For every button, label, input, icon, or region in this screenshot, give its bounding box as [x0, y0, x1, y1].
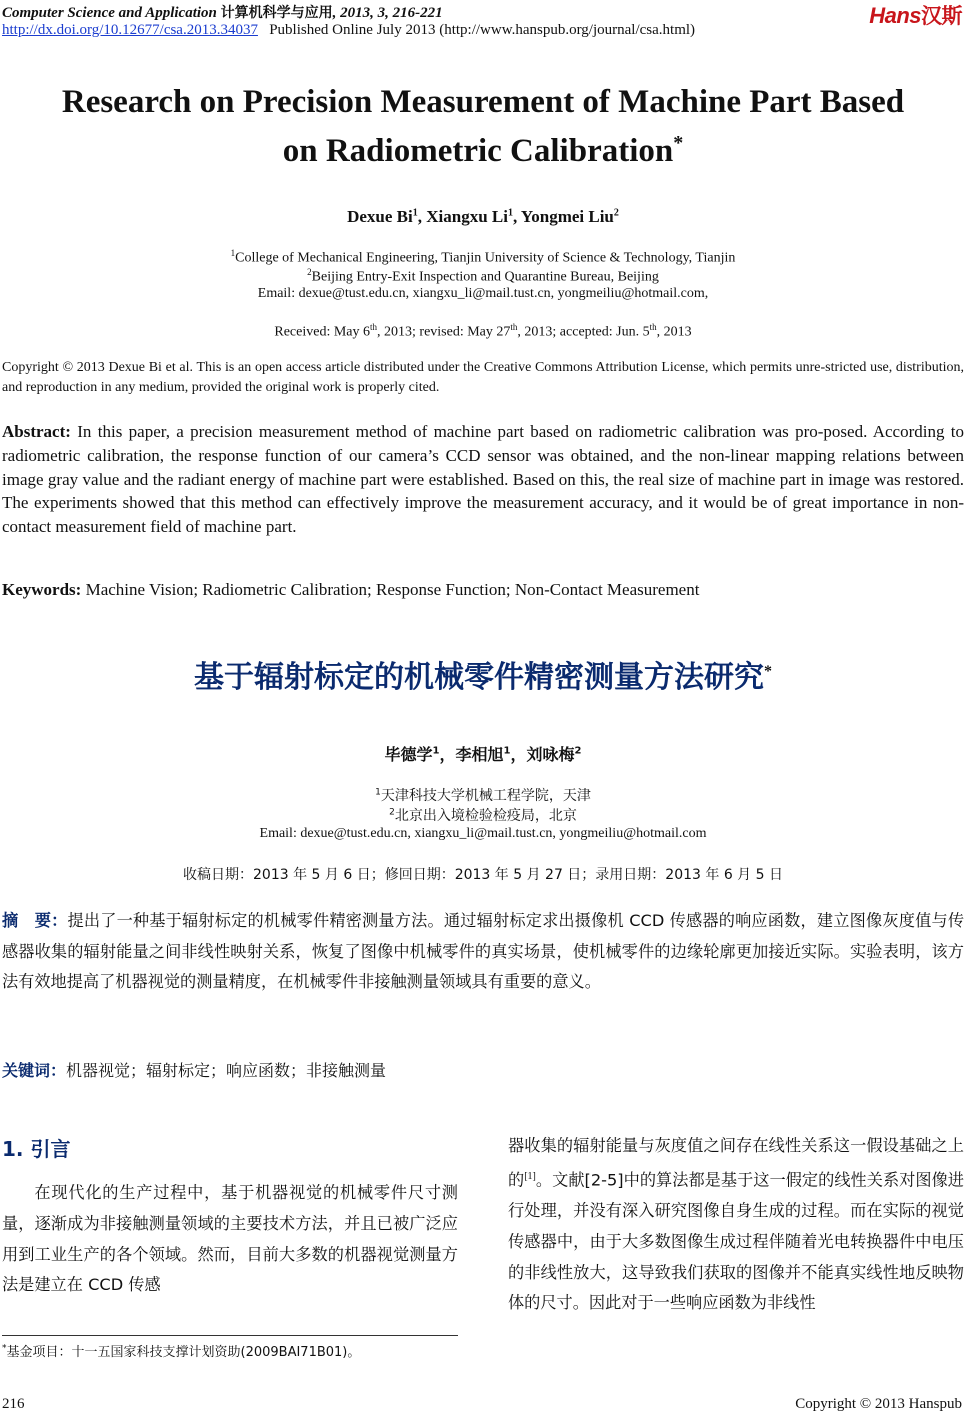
keywords-cn-text: 机器视觉；辐射标定；响应函数；非接触测量: [66, 1061, 387, 1080]
paper-title-en: [0, 82, 966, 172]
affiliation-1: $^1$College of Mechanical Engineering, Tianjin University of Science & Technology, Tianjin: [230, 248, 736, 266]
doi-link[interactable]: http://dx.doi.org/10.12677/csa.2013.34037: [2, 22, 258, 38]
abstract-text: In this paper, a precision measurement method of machine part based on radiometric calibration was pro-posed. According to radiometric calibration, the response function of our camera’s CCD sensor was obtained, and the non-linear mapping relations between image gray value and the radiant energy of machine part were established. Based on this, the real size of machine part in image was restored. The experiments showed that this method can effectively improve the measurement accuracy, and it would be of great importance in non-contact measurement field of machine part.: [2, 422, 965, 537]
citation-ref[interactable]: [1]: [524, 1170, 536, 1182]
journal-name-cn: 计算机科学与应用: [220, 5, 333, 21]
keywords-en: [2, 580, 699, 600]
author-en: Xiangxu Li: [426, 207, 508, 226]
hans-logo: [869, 0, 962, 30]
footer-copyright: Copyright © 2013 Hanspub: [795, 1396, 962, 1412]
received-dates: Received: May 6th, 2013; revised: May 27th, 2013; accepted: Jun. 5th, 2013: [274, 322, 692, 340]
affiliation-1-cn: $^1$天津科技大学机械工程学院，天津: [375, 787, 591, 804]
author-cn: 刘咏梅: [526, 745, 575, 764]
logo-text-en: Hans: [869, 3, 921, 28]
email-cn: Email: dexue@tust.edu.cn, xiangxu_li@mail.tust.cn, yongmeiliu@hotmail.com: [259, 826, 707, 841]
title-footnote-mark: *: [673, 132, 684, 154]
keywords-cn: [2, 1058, 386, 1081]
doi-line: [2, 22, 695, 39]
author-cn: 毕德学: [384, 745, 433, 764]
footnote-divider: [2, 1335, 458, 1336]
logo-text-cn: 汉斯: [921, 5, 962, 28]
paper-title-cn: 基于辐射标定的机械零件精密测量方法研究*: [194, 660, 772, 695]
body-column-right: 器收集的辐射能量与灰度值之间存在线性关系这一假设基础之上的[1]。文献[2-5]中的算法都是基于这一假定的线性关系对图像进行处理，并没有深入研究图像自身生成的过程。而在实际的视觉传感器中，由于大多数图像生成过程伴随着光电转换器件中电压的非线性放大，这导致我们获取的图像并不能真实线性地反映物体的尺寸。因此对于一些响应函数为非线性: [508, 1136, 964, 1313]
body-column-left: 在现代化的生产过程中，基于机器视觉的机械零件尺寸测量，逐渐成为非接触测量领域的主要技术方法，并且已被广泛应用到工业生产的各个领域。然而，目前大多数的机器视觉测量方法是建立在 CCD 传感: [2, 1183, 458, 1295]
published-online: Published Online July 2013 (http://www.hanspub.org/journal/csa.html): [269, 22, 696, 38]
page-number: 216: [2, 1396, 25, 1412]
title-en-line1: Research on Precision Measurement of Machine Part Based: [61, 84, 905, 120]
abstract-cn-label: 摘 要：: [2, 911, 68, 930]
authors-en: Dexue Bi$^1$, Xiangxu Li$^1$, Yongmei Liu$^2$: [347, 207, 619, 226]
journal-header: [2, 2, 443, 22]
title-en-line2: on Radiometric Calibration*: [282, 132, 684, 169]
email-en: Email: dexue@tust.edu.cn, xiangxu_li@mail.tust.cn, yongmeiliu@hotmail.com,: [257, 286, 709, 301]
dates-cn: 收稿日期：2013 年 5 月 6 日；修回日期：2013 年 5 月 27 日；录用日期：2013 年 6 月 5 日: [183, 867, 783, 883]
journal-name-en: Computer Science and Application: [2, 5, 217, 21]
abstract-en: [2, 420, 964, 539]
affiliation-2-cn: $^2$北京出入境检验检疫局，北京: [389, 807, 577, 824]
journal-issue: , 2013, 3, 216-221: [332, 5, 443, 21]
affiliation-2: $^2$Beijing Entry-Exit Inspection and Quarantine Bureau, Beijing: [307, 267, 659, 285]
keywords-text: Machine Vision; Radiometric Calibration; Response Function; Non-Contact Measurement: [85, 580, 700, 599]
section-heading-intro: 1. 引言: [2, 1137, 71, 1161]
author-en: Dexue Bi: [347, 207, 413, 226]
abstract-label: Abstract:: [2, 422, 71, 441]
authors-cn: 毕德学$^1$，李相旭$^1$，刘咏梅$^2$: [384, 745, 582, 764]
abstract-cn-text: 提出了一种基于辐射标定的机械零件精密测量方法。通过辐射标定求出摄像机 CCD 传感器的响应函数，建立图像灰度值与传感器收集的辐射能量之间非线性映射关系，恢复了图像中机械零件的真实场景，使机械零件的边缘轮廓更加接近实际。实验表明，该方法有效地提高了机器视觉的测量精度，在机械零件非接触测量领域具有重要的意义。: [2, 911, 965, 991]
copyright-notice: Copyright © 2013 Dexue Bi et al. This is an open access article distributed under the Creative Commons Attribution License, which permits unre-stricted use, distribution, and reproduction in any medium, provided the original work is properly cited.: [2, 360, 964, 395]
keywords-label: Keywords:: [2, 580, 82, 599]
abstract-cn: [2, 906, 964, 998]
author-cn: 李相旭: [455, 745, 504, 764]
author-en: Yongmei Liu: [520, 207, 614, 226]
keywords-cn-label: 关键词：: [2, 1061, 67, 1080]
funding-footnote: *基金项目：十一五国家科技支撑计划资助(2009BAI71B01)。: [2, 1343, 361, 1360]
